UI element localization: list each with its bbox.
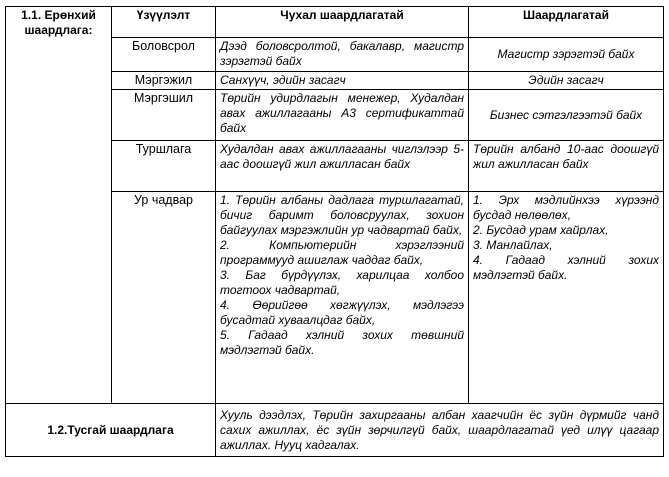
list-item: 2. Компьютерийн хэрэглээний программууд ашиглаж чаддаг байх,: [220, 238, 464, 267]
list-item: 1. Төрийн албаны дадлага туршлагатай, бичиг баримт боловсруулах, зохион байгуулах мэргэжлийн ур чадвартай байх,: [220, 193, 464, 237]
required-skills-cell: [469, 192, 664, 404]
criteria-cell: Мэргэшил: [112, 90, 216, 141]
required-cell: Бизнес сэтгэлгээтэй байх: [469, 90, 664, 141]
special-requirements-row: [6, 404, 664, 457]
list-item: 5. Гадаад хэлний зохих төвшний мэдлэгтэй байх.: [220, 328, 464, 357]
special-requirements-label: 1.2.Тусгай шаардлага: [6, 404, 216, 457]
requirements-table: [5, 6, 664, 457]
list-item: 3. Баг бүрдүүлэх, харилцаа холбоо тогтоох чадвартай,: [220, 268, 464, 297]
list-item: 3. Манлайлах,: [473, 238, 553, 252]
header-row: [6, 7, 664, 38]
criteria-cell: Боловсрол: [112, 38, 216, 72]
required-cell: Эдийн засагч: [469, 72, 664, 90]
required-cell: Магистр зэрэгтэй байх: [469, 38, 664, 72]
criteria-cell: Туршлага: [112, 141, 216, 192]
essential-cell: Худалдан авах ажиллагааны чиглэлээр 5-аас доошгүй жил ажилласан байх: [216, 141, 469, 192]
list-item: 1. Эрх мэдлийнхээ хүрээнд бусдад нөлөөлөх,: [473, 193, 659, 222]
criteria-cell: Мэргэжил: [112, 72, 216, 90]
essential-cell: Дээд боловсролтой, бакалавр, магистр зэрэгтэй байх: [216, 38, 469, 72]
column-header-criteria: Үзүүлэлт: [112, 7, 216, 38]
column-header-essential: Чухал шаардлагатай: [216, 7, 469, 38]
list-item: 4. Өөрийгөө хөгжүүлэх, мэдлэгээ бусадтай хуваалцдаг байх,: [220, 298, 464, 327]
criteria-cell: Ур чадвар: [112, 192, 216, 404]
essential-cell: Төрийн удирдлагын менежер, Худалдан авах ажиллагааны А3 сертификаттай байх: [216, 90, 469, 141]
essential-skills-cell: [216, 192, 469, 404]
list-item: 2. Бусдад урам хайрлах,: [473, 223, 609, 237]
special-requirements-text: Хууль дээдлэх, Төрийн захиргааны албан хаагчийн ёс зүйн дүрмийг чанд сахих ажиллах, ёс зүйн зөрчилгүй байх, шаардлагатай үед илүү цагаар ажиллах. Нууц хадгалах.: [216, 404, 664, 457]
required-cell: Төрийн албанд 10-аас доошгүй жил ажилласан байх: [469, 141, 664, 192]
general-requirements-label: 1.1. Ерөнхий шаардлага:: [6, 7, 112, 404]
list-item: 4. Гадаад хэлний зохих мэдлэгтэй байх.: [473, 253, 659, 282]
column-header-required: Шаардлагатай: [469, 7, 664, 38]
essential-cell: Санхүүч, эдийн засагч: [216, 72, 469, 90]
